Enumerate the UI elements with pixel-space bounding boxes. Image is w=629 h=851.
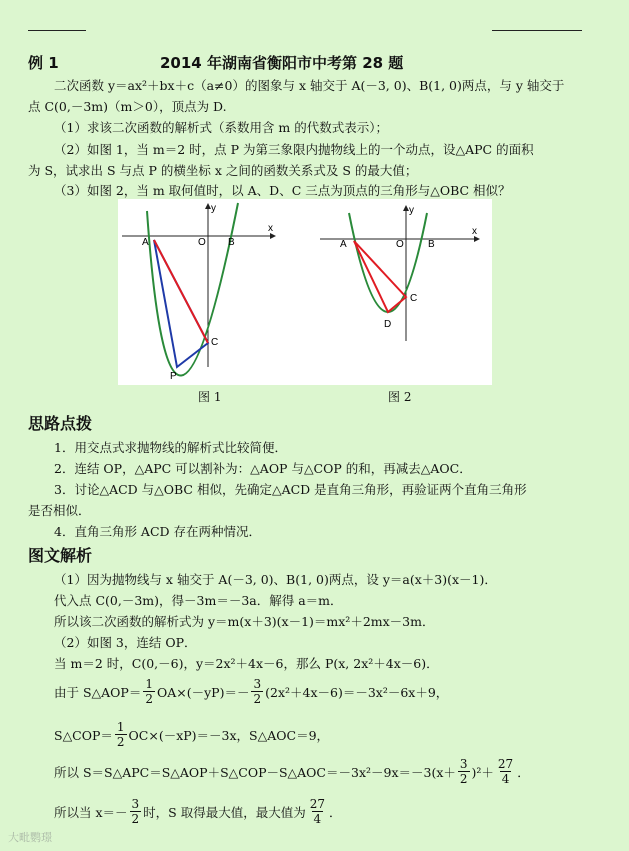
eq1-part-a: 由于 S△AOP＝ (54, 684, 142, 700)
example-label: 例 1 (28, 54, 59, 72)
fraction: $\frac{1}{2}$ (116, 720, 125, 749)
eq1-part-c: (2x²＋4x－6)＝－3x²－6x＋9， (265, 684, 449, 700)
eq1-part-b: OA×(－yP)＝－ (156, 684, 250, 700)
fig2-label-o: O (396, 239, 404, 250)
question-2-line2: 为 S，试求出 S 与点 P 的横坐标 x 之间的函数关系式及 S 的最大值； (28, 163, 418, 178)
hint-item: 1．用交点式求抛物线的解析式比较简便． (54, 440, 287, 455)
fraction: $\frac{27}{4}$ (497, 757, 514, 786)
top-rule-right (492, 30, 582, 31)
fraction: $\frac{3}{2}$ (459, 757, 468, 786)
hints-heading: 思路点拨 (28, 414, 93, 433)
figures-svg (118, 199, 492, 385)
question-3: （3）如图 2，当 m 取何值时，以 A、D、C 三点为顶点的三角形与△OBC 相似？ (54, 183, 511, 198)
fig1-label-y: y (211, 203, 216, 214)
fig1-label-x: x (268, 223, 273, 234)
solution-line: （2）如图 3，连结 OP． (54, 635, 197, 650)
solution-line: 所以该二次函数的解析式为 y＝m(x＋3)(x－1)＝mx²＋2mx－3m． (54, 614, 435, 629)
eq2-part-a: S△COP＝ (54, 727, 113, 743)
figure-1 (122, 203, 276, 382)
watermark: 大毗鹦璟 (8, 831, 52, 844)
fig1-label-p: P (170, 371, 177, 382)
fraction: $\frac{1}{2}$ (145, 677, 153, 706)
eq3-part-c: ． (517, 764, 530, 780)
eq4-part-a: 所以当 x＝－ (54, 804, 128, 820)
eq2-part-b: OC×(－xP)＝－3x，S△AOC＝9， (128, 727, 330, 743)
figure-2-caption: 图 2 (388, 390, 412, 404)
question-1: （1）求该二次函数的解析式（系数用含 m 的代数式表示）； (54, 120, 389, 135)
fig1-parabola (147, 203, 238, 376)
figure-2 (320, 205, 480, 341)
hint-item: 2．连结 OP，△APC 可以割补为：△AOP 与△COP 的和，再减去△AOC． (54, 461, 472, 476)
figure-panel (118, 199, 492, 385)
example-header (28, 52, 608, 74)
fig1-label-c: C (211, 337, 219, 348)
solution-line: 当 m＝2 时，C(0,－6)，y＝2x²＋4x－6，那么 P(x, 2x²＋4x－6)． (54, 656, 439, 671)
eq3-part-b: )²＋ (471, 764, 494, 780)
fig2-label-b: B (428, 239, 435, 250)
top-rule-left (28, 30, 86, 31)
fig1-label-b: B (228, 237, 235, 248)
equation-area-cop (54, 720, 329, 749)
eq3-part-a: 所以 S＝S△APC＝S△AOP＋S△COP－S△AOC＝－3x²－9x＝－3(x＋ (54, 764, 456, 780)
fraction: $\frac{3}{2}$ (253, 677, 262, 706)
equation-area-apc (54, 757, 530, 786)
fig1-label-a: A (142, 237, 149, 248)
solution-line: 代入点 C(0,－3m)，得－3m＝－3a．解得 a＝m． (54, 593, 343, 608)
fig1-triangle-apc (154, 240, 208, 367)
eq4-part-c: ． (329, 804, 342, 820)
figure-1-caption: 图 1 (198, 390, 222, 404)
fig2-label-a: A (340, 239, 347, 250)
fig2-label-y: y (409, 205, 414, 216)
equation-max-value (54, 797, 342, 826)
eq4-part-b: 时，S 取得最大值，最大值为 (143, 804, 306, 820)
equation-area-aop (54, 677, 448, 706)
solution-heading: 图文解析 (28, 546, 93, 565)
problem-intro-line1: 二次函数 y＝ax²＋bx＋c（a≠0）的图象与 x 轴交于 A(－3, 0)、B(1, 0)两点，与 y 轴交于 (54, 78, 565, 93)
problem-title: 2014 年湖南省衡阳市中考第 28 题 (160, 54, 404, 72)
hint-item: 是否相似． (28, 503, 91, 518)
fig2-label-d: D (384, 319, 392, 330)
fraction: $\frac{3}{2}$ (131, 797, 140, 826)
hint-item: 3．讨论△ACD 与△OBC 相似，先确定△ACD 是直角三角形，再验证两个直角三角形 (54, 482, 527, 497)
fraction: $\frac{27}{4}$ (309, 797, 325, 826)
fig2-triangle-adc (354, 241, 406, 312)
fig2-label-x: x (472, 226, 477, 237)
problem-intro-line2: 点 C(0,－3m)（m＞0），顶点为 D. (28, 99, 227, 114)
solution-line: （1）因为抛物线与 x 轴交于 A(－3, 0)、B(1, 0)两点，设 y＝a(x＋3)(x－1)． (54, 572, 497, 587)
hint-item: 4．直角三角形 ACD 存在两种情况． (54, 524, 262, 539)
question-2-line1: （2）如图 1，当 m＝2 时，点 P 为第三象限内抛物线上的一个动点，设△APC 的面积 (54, 142, 534, 157)
fig1-label-o: O (198, 237, 206, 248)
fig2-label-c: C (410, 293, 418, 304)
fig1-segment-ac (154, 240, 208, 343)
